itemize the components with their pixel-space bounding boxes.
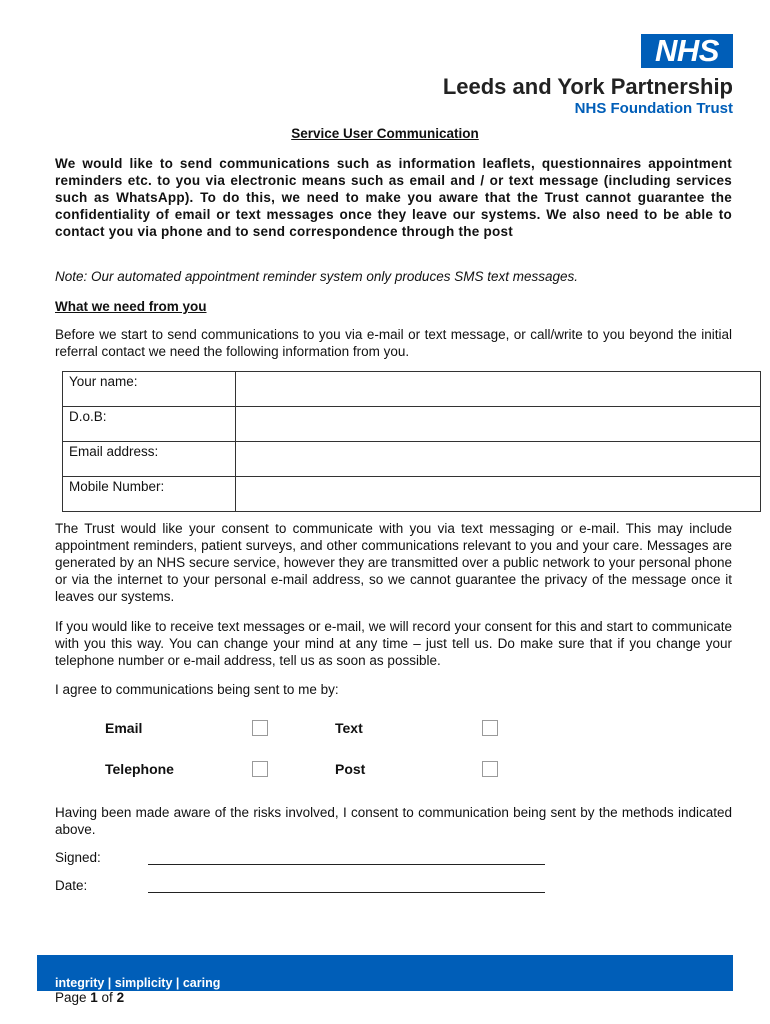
dob-field[interactable] xyxy=(236,407,761,442)
email-field[interactable] xyxy=(236,442,761,477)
document-title: Service User Communication xyxy=(291,126,479,141)
table-row xyxy=(63,477,761,512)
before-paragraph: Before we start to send communications to you via e-mail or text message, or call/write to you beyond the initial referral contact we need the following information from you. xyxy=(55,327,732,359)
nhs-logo: NHS xyxy=(641,34,733,68)
text-option-label: Text xyxy=(335,720,363,736)
note-paragraph: Note: Our automated appointment reminder system only produces SMS text messages. xyxy=(55,269,578,284)
email-label: Email address: xyxy=(63,442,236,477)
page-current: 1 xyxy=(90,990,98,1005)
date-line[interactable] xyxy=(148,892,545,893)
name-field[interactable] xyxy=(236,372,761,407)
text-checkbox[interactable] xyxy=(482,720,498,736)
org-subtitle: NHS Foundation Trust xyxy=(574,100,733,117)
page-total: 2 xyxy=(116,990,125,1005)
consent-statement: Having been made aware of the risks involved, I consent to communication being sent by the methods indicated above. xyxy=(55,805,732,837)
org-name: Leeds and York Partnership xyxy=(442,74,733,99)
page-of: of xyxy=(97,990,117,1005)
table-row xyxy=(63,407,761,442)
agree-text: I agree to communications being sent to me by: xyxy=(55,682,339,697)
telephone-option-label: Telephone xyxy=(105,761,174,777)
date-label: Date: xyxy=(55,878,88,893)
consent-info-paragraph: If you would like to receive text messages or e-mail, we will record your consent for this and start to communicate with you this way. You can change your mind at any time – just tell us. Do make sure that if you change your telephone number or e-mail address, tell us as soon as possible. xyxy=(55,619,732,668)
info-table xyxy=(62,371,761,512)
telephone-checkbox[interactable] xyxy=(252,761,268,777)
page-prefix: Page xyxy=(55,990,91,1005)
email-option-label: Email xyxy=(105,720,143,736)
dob-label: D.o.B: xyxy=(63,407,236,442)
section-heading: What we need from you xyxy=(55,299,207,314)
email-checkbox[interactable] xyxy=(252,720,268,736)
post-checkbox[interactable] xyxy=(482,761,498,777)
mobile-label: Mobile Number: xyxy=(63,477,236,512)
mobile-field[interactable] xyxy=(236,477,761,512)
signature-line[interactable] xyxy=(148,864,545,865)
post-option-label: Post xyxy=(335,761,366,777)
footer-values: integrity | simplicity | caring xyxy=(55,976,221,990)
intro-paragraph: We would like to send communications such as information leaflets, questionnaires appointment reminders etc. to you via electronic means such as email and / or text message (including services such as WhatsApp). To do this, we need to make you aware that the Trust cannot guarantee the confidentiality of email or text messages once they leave our systems. We also need to be able to contact you via phone and to send correspondence through the post xyxy=(55,156,732,239)
name-label: Your name: xyxy=(63,372,236,407)
page-number xyxy=(55,990,124,1005)
signed-label: Signed: xyxy=(55,850,101,865)
trust-paragraph: The Trust would like your consent to communicate with you via text messaging or e-mail. This may include appointment reminders, patient surveys, and other communications relevant to you and your care. Messages are generated by an NHS secure service, however they are transmitted over a public network to your personal phone or via the internet to your personal e-mail address, so we cannot guarantee the privacy of the message once it leaves our systems. xyxy=(55,521,732,604)
table-row xyxy=(63,442,761,477)
table-row xyxy=(63,372,761,407)
